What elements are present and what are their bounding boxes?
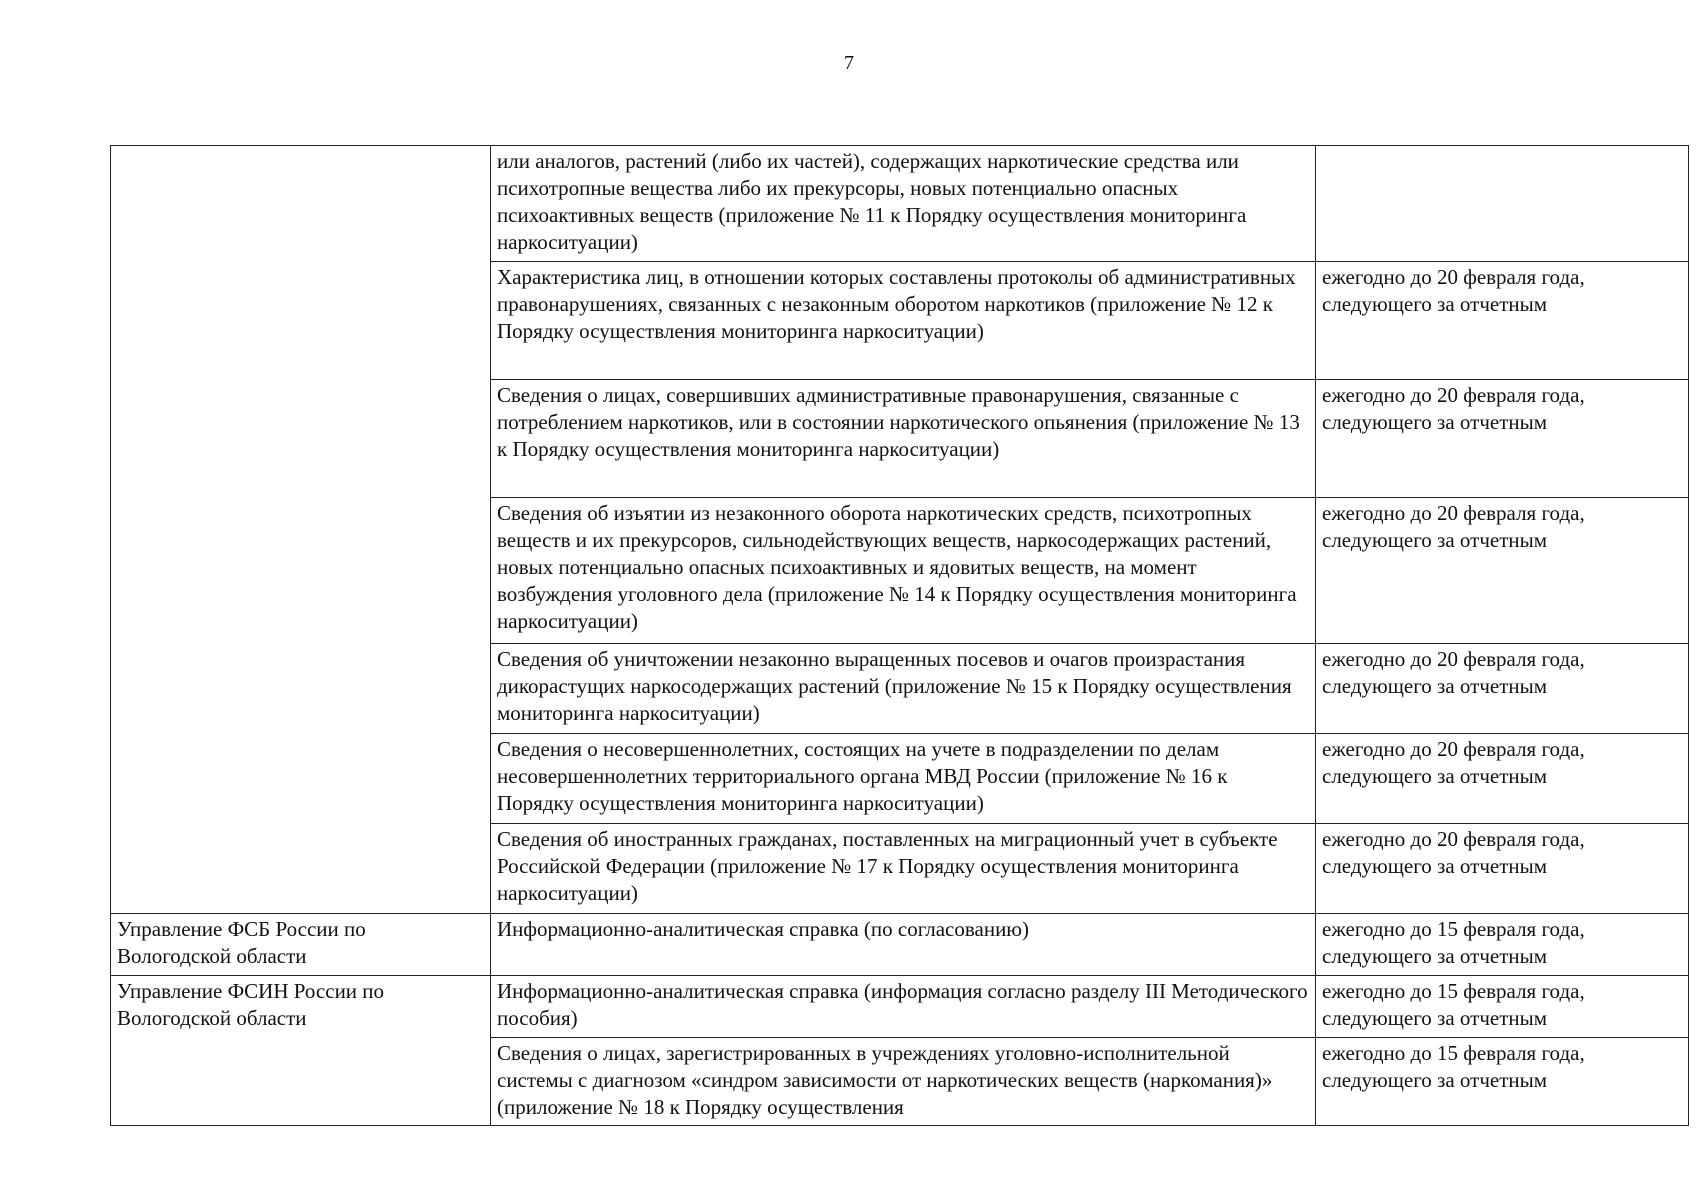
deadline-cell: ежегодно до 20 февраля года, следующего за отчетным [1316, 498, 1689, 644]
organization-cell [111, 146, 491, 914]
reporting-table [110, 145, 1689, 1126]
deadline-cell: ежегодно до 15 февраля года, следующего за отчетным [1316, 976, 1689, 1038]
description-cell: Сведения об иностранных гражданах, поставленных на миграционный учет в субъекте Российской Федерации (приложение № 17 к Порядку осуществления мониторинга наркоситуации) [491, 824, 1316, 914]
description-cell: Характеристика лиц, в отношении которых составлены протоколы об административных правонарушениях, связанных с незаконным оборотом наркотиков (приложение № 12 к Порядку осуществления мониторинга наркоситуации) [491, 262, 1316, 380]
deadline-cell: ежегодно до 15 февраля года, следующего за отчетным [1316, 914, 1689, 976]
description-cell: Сведения о лицах, зарегистрированных в учреждениях уголовно-исполнительной системы с диагнозом «синдром зависимости от наркотических веществ (наркомания)» (приложение № 18 к Порядку осуществления [491, 1038, 1316, 1126]
description-cell: или аналогов, растений (либо их частей), содержащих наркотические средства или психотропные вещества либо их прекурсоры, новых потенциально опасных психоактивных веществ (приложение № 11 к Порядку осуществления мониторинга наркоситуации) [491, 146, 1316, 262]
deadline-cell [1316, 146, 1689, 262]
description-cell: Сведения об изъятии из незаконного оборота наркотических средств, психотропных веществ и их прекурсоров, сильнодействующих веществ, наркосодержащих растений, новых потенциально опасных психоактивных и ядовитых веществ, на момент возбуждения уголовного дела (приложение № 14 к Порядку осуществления мониторинга наркоситуации) [491, 498, 1316, 644]
deadline-cell: ежегодно до 20 февраля года, следующего за отчетным [1316, 644, 1689, 734]
deadline-cell: ежегодно до 20 февраля года, следующего за отчетным [1316, 734, 1689, 824]
table-row [111, 146, 1689, 262]
table-row [111, 914, 1689, 976]
deadline-cell: ежегодно до 20 февраля года, следующего за отчетным [1316, 824, 1689, 914]
deadline-cell: ежегодно до 15 февраля года, следующего за отчетным [1316, 1038, 1689, 1126]
organization-cell: Управление ФСИН России по Вологодской области [111, 976, 491, 1126]
table-row [111, 976, 1689, 1038]
deadline-cell: ежегодно до 20 февраля года, следующего за отчетным [1316, 380, 1689, 498]
description-cell: Сведения о несовершеннолетних, состоящих на учете в подразделении по делам несовершеннолетних территориального органа МВД России (приложение № 16 к Порядку осуществления мониторинга наркоситуации) [491, 734, 1316, 824]
description-cell: Сведения об уничтожении незаконно выращенных посевов и очагов произрастания дикорастущих наркосодержащих растений (приложение № 15 к Порядку осуществления мониторинга наркоситуации) [491, 644, 1316, 734]
description-cell: Информационно-аналитическая справка (по согласованию) [491, 914, 1316, 976]
description-cell: Информационно-аналитическая справка (информация согласно разделу III Методического пособия) [491, 976, 1316, 1038]
description-cell: Сведения о лицах, совершивших административные правонарушения, связанные с потреблением наркотиков, или в состоянии наркотического опьянения (приложение № 13 к Порядку осуществления мониторинга наркоситуации) [491, 380, 1316, 498]
page-number: 7 [844, 52, 854, 74]
deadline-cell: ежегодно до 20 февраля года, следующего за отчетным [1316, 262, 1689, 380]
organization-cell: Управление ФСБ России по Вологодской области [111, 914, 491, 976]
